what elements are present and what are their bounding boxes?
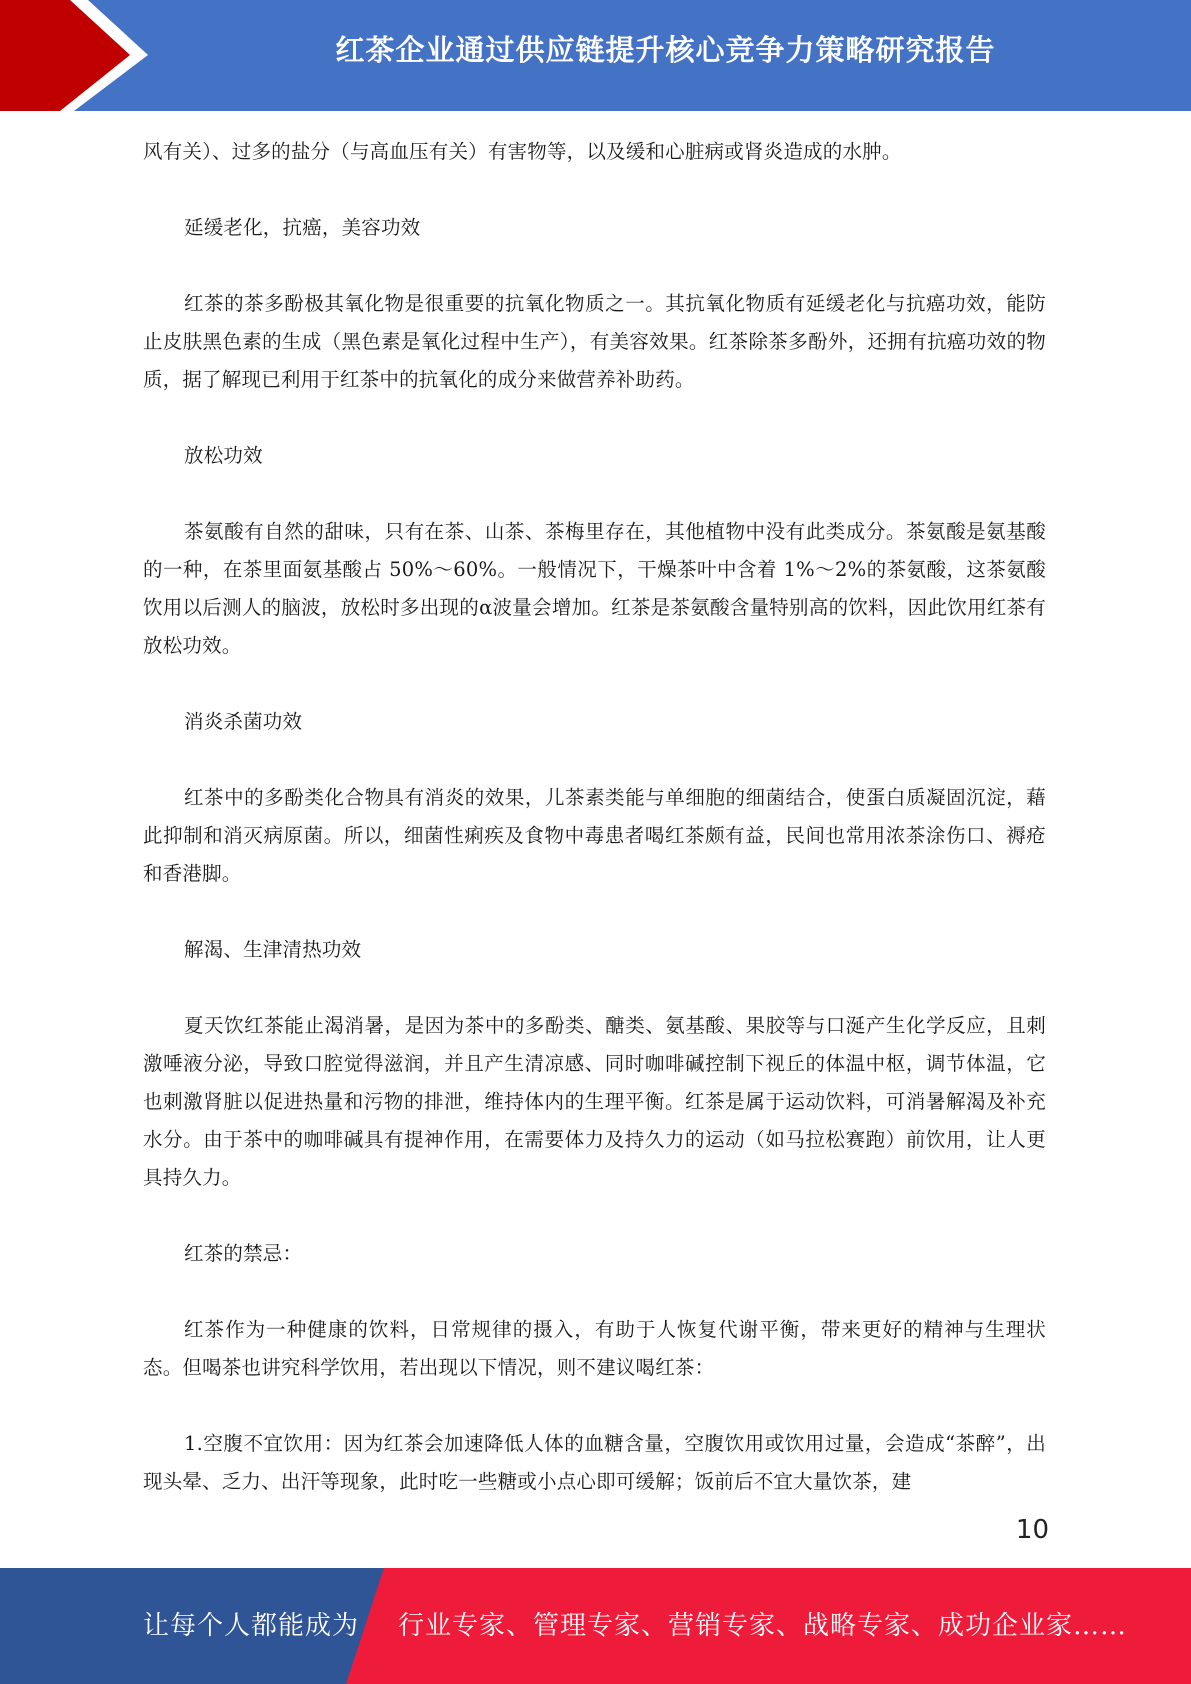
body-paragraph: 茶氨酸有自然的甜味，只有在茶、山茶、茶梅里存在，其他植物中没有此类成分。茶氨酸是氨基酸的一种，在茶里面氨基酸占 50%～60%。一般情况下，干燥茶叶中含着 1%～2%的茶氨酸，这茶氨酸饮用以后测人的脑波，放松时多出现的α波量会增加。红茶是茶氨酸含量特别高的饮料，因此饮用红茶有放松功效。 [143,520,1046,657]
page-number: 10 [1015,1515,1049,1545]
section-heading: 消炎杀菌功效 [184,710,303,733]
section-heading: 红茶的禁忌： [184,1242,303,1265]
body-paragraph: 风有关）、过多的盐分（与高血压有关）有害物等，以及缓和心脏病或肾炎造成的水肿。 [143,140,902,163]
body-paragraph: 夏天饮红茶能止渴消暑，是因为茶中的多酚类、醣类、氨基酸、果胶等与口涎产生化学反应，且刺激唾液分泌，导致口腔觉得滋润，并且产生清凉感、同时咖啡碱控制下视丘的体温中枢，调节体温，它也刺激肾脏以促进热量和污物的排泄，维持体内的生理平衡。红茶是属于运动饮料，可消暑解渴及补充水分。由于茶中的咖啡碱具有提神作用，在需要体力及持久力的运动（如马拉松赛跑）前饮用，让人更具持久力。 [143,1014,1046,1189]
footer-slogan-right: 行业专家、管理专家、营销专家、战略专家、成功企业家…… [398,1611,1128,1641]
body-paragraph: 红茶作为一种健康的饮料，日常规律的摄入，有助于人恢复代谢平衡，带来更好的精神与生理状态。但喝茶也讲究科学饮用，若出现以下情况，则不建议喝红茶： [143,1318,1046,1379]
body-paragraph: 红茶中的多酚类化合物具有消炎的效果，儿茶素类能与单细胞的细菌结合，使蛋白质凝固沉淀，藉此抑制和消灭病原菌。所以，细菌性痢疾及食物中毒患者喝红茶颇有益，民间也常用浓茶涂伤口、褥疮和香港脚。 [143,786,1046,885]
section-heading: 解渴、生津清热功效 [184,938,362,961]
body-paragraph: 红茶的茶多酚极其氧化物是很重要的抗氧化物质之一。其抗氧化物质有延缓老化与抗癌功效，能防止皮肤黑色素的生成（黑色素是氧化过程中生产），有美容效果。红茶除茶多酚外，还拥有抗癌功效的物质，据了解现已利用于红茶中的抗氧化的成分来做营养补助药。 [143,292,1046,391]
section-heading: 放松功效 [184,444,263,467]
page-footer [0,1568,1191,1684]
footer-slogan-left: 让每个人都能成为 [143,1611,360,1641]
document-title: 红茶企业通过供应链提升核心竞争力策略研究报告 [335,33,996,67]
document-body [143,133,1046,1501]
section-heading: 延缓老化，抗癌，美容功效 [184,216,421,239]
list-item: 1.空腹不宜饮用：因为红茶会加速降低人体的血糖含量，空腹饮用或饮用过量，会造成“茶醉”，出现头晕、乏力、出汗等现象，此时吃一些糖或小点心即可缓解；饭前后不宜大量饮茶，建 [143,1432,1046,1493]
page-header [0,0,1191,111]
